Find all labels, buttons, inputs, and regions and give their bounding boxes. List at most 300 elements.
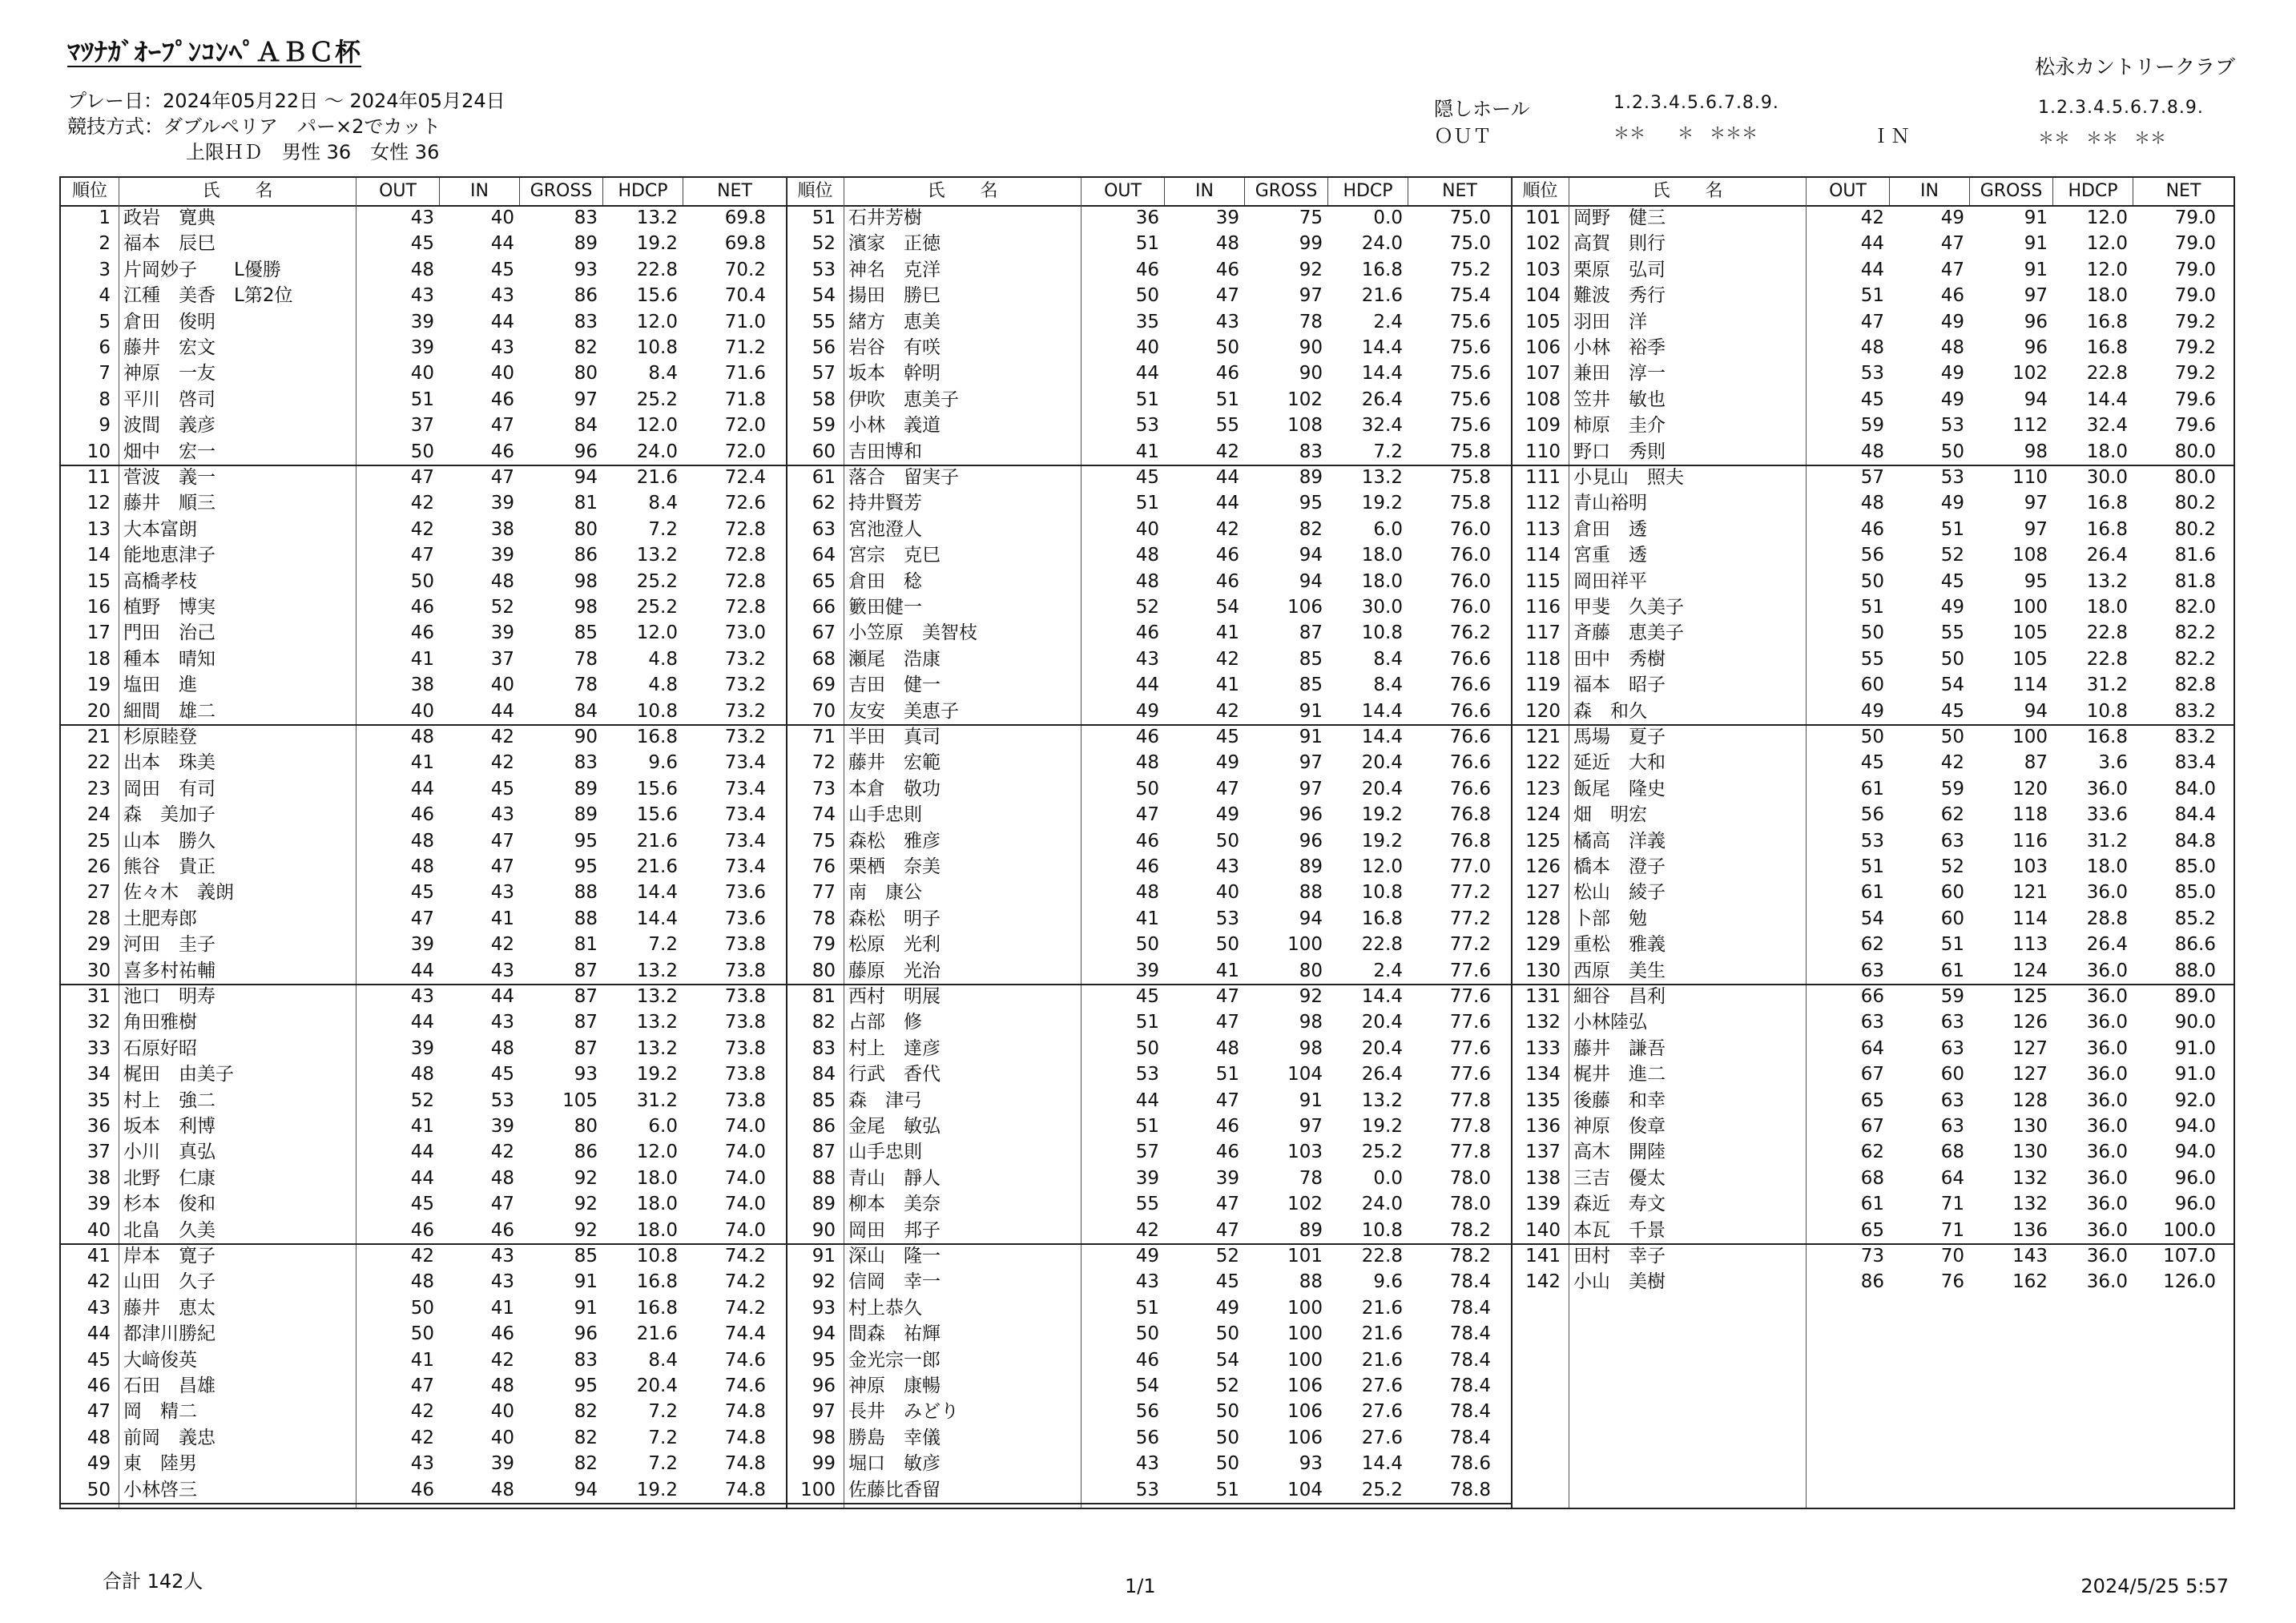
player-name-cell: 宮宗 克巳: [848, 545, 941, 566]
print-timestamp: 2024/5/25 5:57: [2080, 1575, 2229, 1597]
gross-score-cell: 78: [574, 675, 598, 696]
rank-cell: 49: [87, 1453, 111, 1475]
player-name-cell: 半田 真司: [848, 727, 941, 747]
net-score-cell: 74.6: [724, 1375, 766, 1396]
player-name-cell: 栗原 弘司: [1573, 259, 1666, 280]
out-score-cell: 52: [410, 1089, 434, 1111]
rank-cell: 39: [87, 1194, 111, 1215]
out-score-cell: 43: [410, 986, 434, 1007]
gross-score-cell: 98: [2024, 441, 2048, 462]
rank-cell: 107: [1525, 363, 1561, 385]
out-score-cell: 44: [1860, 233, 1884, 255]
out-score-cell: 48: [1135, 545, 1159, 566]
player-name-cell: 大﨑俊英: [123, 1349, 197, 1371]
player-name-cell: 岩谷 有咲: [848, 337, 941, 358]
in-score-cell: 43: [490, 960, 514, 981]
hdcp-cell: 18.0: [2086, 597, 2128, 618]
in-score-cell: 50: [1215, 337, 1239, 358]
player-name-cell: 石井芳樹: [848, 207, 922, 228]
table-row: [786, 646, 1511, 672]
player-name-cell: 藤井 宏範: [848, 752, 941, 774]
net-score-cell: 78.8: [1449, 1479, 1491, 1500]
net-score-cell: 79.0: [2174, 207, 2216, 228]
in-score-cell: 68: [1940, 1142, 1964, 1163]
rank-cell: 122: [1525, 752, 1561, 774]
in-score-cell: 42: [1940, 752, 1964, 774]
out-score-cell: 42: [1860, 207, 1884, 228]
hdcp-cell: 6.0: [648, 1116, 678, 1137]
player-name-cell: 間森 祐輝: [848, 1323, 941, 1345]
player-name-cell: 森 津弓: [848, 1089, 922, 1111]
net-score-cell: 90.0: [2174, 1012, 2216, 1033]
hdcp-cell: 19.2: [636, 233, 678, 255]
out-score-cell: 48: [410, 856, 434, 877]
player-name-cell: 行武 香代: [848, 1064, 941, 1085]
table-row: [786, 880, 1511, 905]
rank-cell: 121: [1525, 727, 1561, 747]
table-row: [61, 776, 786, 802]
net-score-cell: 76.6: [1449, 648, 1491, 670]
out-score-cell: 44: [1135, 363, 1159, 385]
hdcp-cell: 18.0: [1361, 545, 1403, 566]
net-score-cell: 77.6: [1449, 1064, 1491, 1085]
net-score-cell: 73.4: [724, 830, 766, 852]
player-name-cell: 堀口 敏彦: [848, 1453, 941, 1475]
player-name-cell: 吉田博和: [848, 441, 922, 462]
in-score-cell: 41: [1215, 675, 1239, 696]
table-row: [1511, 1218, 2234, 1245]
hdcp-cell: 7.2: [648, 518, 678, 540]
results-table: [59, 176, 2235, 1509]
rank-cell: 42: [87, 1271, 111, 1293]
hdcp-cell: 4.8: [648, 648, 678, 670]
table-row: [786, 1088, 1511, 1114]
net-score-cell: 84.8: [2174, 830, 2216, 852]
out-score-cell: 39: [410, 337, 434, 358]
net-score-cell: 77.6: [1449, 1012, 1491, 1033]
net-score-cell: 100.0: [2163, 1219, 2216, 1241]
out-score-cell: 41: [410, 1349, 434, 1371]
gross-score-cell: 98: [1299, 1037, 1323, 1059]
in-score-cell: 52: [1940, 856, 1964, 877]
hdcp-cell: 25.2: [636, 389, 678, 410]
table-row: [1511, 776, 2234, 802]
table-row: [786, 1243, 1511, 1269]
table-row: [61, 465, 786, 490]
rank-cell: 75: [812, 830, 836, 852]
player-name-cell: 高賀 則行: [1573, 233, 1666, 255]
table-row: [61, 231, 786, 256]
in-score-cell: 49: [1940, 363, 1964, 385]
out-score-cell: 39: [1135, 1167, 1159, 1189]
in-score-cell: 46: [1940, 285, 1964, 307]
net-score-cell: 77.6: [1449, 960, 1491, 981]
player-name-cell: 村上恭久: [848, 1297, 922, 1319]
player-name-cell: 角田雅樹: [123, 1012, 197, 1033]
player-name-cell: 揚田 勝巳: [848, 285, 941, 307]
out-score-cell: 48: [1135, 752, 1159, 774]
table-row: [61, 750, 786, 775]
gross-score-cell: 136: [2012, 1219, 2048, 1241]
net-score-cell: 80.2: [2174, 518, 2216, 540]
hdcp-cell: 20.4: [636, 1375, 678, 1396]
player-name-cell: 小林陸弘: [1573, 1012, 1647, 1033]
player-name-cell: 持井賢芳: [848, 493, 922, 514]
player-name-cell: 藤井 謙吾: [1573, 1037, 1666, 1059]
gross-score-cell: 127: [2012, 1037, 2048, 1059]
rank-cell: 51: [812, 207, 836, 228]
hdcp-cell: 16.8: [1361, 908, 1403, 929]
hdcp-cell: 24.0: [1361, 1194, 1403, 1215]
in-score-cell: 47: [490, 830, 514, 852]
table-row: [61, 360, 786, 386]
player-name-cell: 山田 久子: [123, 1271, 216, 1293]
in-score-cell: 44: [490, 233, 514, 255]
table-row: [61, 1114, 786, 1139]
out-score-cell: 51: [1135, 233, 1159, 255]
table-row: [1511, 1269, 2234, 1295]
gross-score-cell: 85: [574, 1246, 598, 1267]
table-row: [786, 283, 1511, 308]
hdcp-cell: 12.0: [636, 1142, 678, 1163]
hdcp-cell: 26.4: [1361, 389, 1403, 410]
player-name-cell: 橘高 洋義: [1573, 830, 1666, 852]
gross-score-cell: 95: [574, 830, 598, 852]
player-name-cell: 植野 博実: [123, 597, 216, 618]
out-score-cell: 60: [1860, 675, 1884, 696]
hdcp-cell: 22.8: [2086, 648, 2128, 670]
out-score-cell: 38: [410, 675, 434, 696]
net-score-cell: 82.0: [2174, 597, 2216, 618]
net-score-cell: 73.6: [724, 882, 766, 904]
in-hole-numbers: 1.2.3.4.5.6.7.8.9.: [2038, 98, 2204, 118]
rank-cell: 88: [812, 1167, 836, 1189]
in-score-cell: 44: [1215, 467, 1239, 488]
out-score-cell: 44: [410, 1167, 434, 1189]
gross-score-cell: 89: [574, 778, 598, 799]
player-name-cell: 畑 明宏: [1573, 804, 1647, 826]
player-name-cell: 神名 克洋: [848, 259, 941, 280]
in-score-cell: 55: [1215, 415, 1239, 437]
out-score-cell: 45: [410, 233, 434, 255]
in-score-cell: 55: [1940, 622, 1964, 644]
gross-score-cell: 85: [1299, 648, 1323, 670]
hdcp-cell: 4.8: [648, 675, 678, 696]
player-name-cell: 羽田 洋: [1573, 311, 1647, 332]
in-score-cell: 54: [1215, 1349, 1239, 1371]
player-name-cell: 馬場 夏子: [1573, 727, 1666, 747]
net-score-cell: 75.0: [1449, 207, 1491, 228]
player-name-cell: 小山 美樹: [1573, 1271, 1666, 1293]
gross-score-cell: 112: [2012, 415, 2048, 437]
in-score-cell: 53: [1940, 467, 1964, 488]
in-score-cell: 47: [1215, 986, 1239, 1007]
in-score-cell: 52: [1940, 545, 1964, 566]
net-score-cell: 72.4: [724, 467, 766, 488]
table-row: [1511, 854, 2234, 880]
gross-score-cell: 88: [574, 908, 598, 929]
rank-cell: 74: [812, 804, 836, 826]
rank-cell: 102: [1525, 233, 1561, 255]
out-score-cell: 52: [1135, 597, 1159, 618]
gross-score-cell: 88: [1299, 882, 1323, 904]
out-score-cell: 48: [1135, 570, 1159, 592]
rank-cell: 21: [87, 727, 111, 747]
gross-score-cell: 95: [574, 1375, 598, 1396]
player-name-cell: 甲斐 久美子: [1573, 597, 1684, 618]
player-name-cell: 喜多村祐輔: [123, 960, 216, 981]
column-header: IN: [1164, 178, 1244, 205]
hdcp-cell: 14.4: [1361, 363, 1403, 385]
out-score-cell: 50: [1135, 934, 1159, 956]
out-score-cell: 73: [1860, 1246, 1884, 1267]
gross-score-cell: 106: [1287, 1375, 1323, 1396]
table-row: [786, 413, 1511, 438]
net-score-cell: 72.8: [724, 545, 766, 566]
table-row: [61, 309, 786, 335]
gross-score-cell: 95: [574, 856, 598, 877]
rank-cell: 27: [87, 882, 111, 904]
rank-cell: 4: [99, 285, 111, 307]
table-row: [786, 672, 1511, 698]
in-score-cell: 41: [490, 908, 514, 929]
player-name-cell: 梶田 由美子: [123, 1064, 234, 1085]
out-score-cell: 45: [410, 882, 434, 904]
out-score-cell: 44: [410, 1142, 434, 1163]
hdcp-cell: 19.2: [1361, 493, 1403, 514]
net-score-cell: 78.4: [1449, 1375, 1491, 1396]
out-score-cell: 48: [410, 727, 434, 747]
player-name-cell: 本瓦 千景: [1573, 1219, 1666, 1241]
out-hole-numbers: 1.2.3.4.5.6.7.8.9.: [1613, 93, 1779, 113]
player-name-cell: 細谷 昌利: [1573, 986, 1666, 1007]
net-score-cell: 71.0: [724, 311, 766, 332]
hdcp-cell: 12.0: [2086, 259, 2128, 280]
out-score-cell: 50: [1860, 570, 1884, 592]
out-score-cell: 43: [410, 285, 434, 307]
gross-score-cell: 99: [1299, 233, 1323, 255]
table-row: [786, 1114, 1511, 1139]
gross-score-cell: 84: [574, 700, 598, 722]
hdcp-cell: 30.0: [2086, 467, 2128, 488]
hdcp-cell: 16.8: [2086, 311, 2128, 332]
hdcp-cell: 12.0: [1361, 856, 1403, 877]
table-row: [1511, 1191, 2234, 1217]
out-score-cell: 35: [1135, 311, 1159, 332]
out-score-cell: 51: [1135, 1012, 1159, 1033]
player-name-cell: 籔田健一: [848, 597, 922, 618]
play-dates: プレー日：2024年05月22日 ～ 2024年05月24日: [67, 90, 506, 112]
hdcp-cell: 22.8: [636, 259, 678, 280]
hdcp-cell: 10.8: [1361, 622, 1403, 644]
net-score-cell: 83.4: [2174, 752, 2216, 774]
rank-cell: 78: [812, 908, 836, 929]
table-header-row: [786, 178, 1511, 207]
out-score-cell: 62: [1860, 1142, 1884, 1163]
in-score-cell: 40: [490, 1401, 514, 1423]
player-name-cell: 畑中 宏一: [123, 441, 216, 462]
in-score-cell: 47: [490, 415, 514, 437]
gross-score-cell: 87: [574, 986, 598, 1007]
out-score-cell: 43: [1135, 648, 1159, 670]
in-score-cell: 63: [1940, 1089, 1964, 1111]
net-score-cell: 77.2: [1449, 908, 1491, 929]
rank-cell: 28: [87, 908, 111, 929]
hdcp-cell: 13.2: [2086, 570, 2128, 592]
net-score-cell: 73.8: [724, 1089, 766, 1111]
net-score-cell: 78.4: [1449, 1271, 1491, 1293]
gross-score-cell: 130: [2012, 1142, 2048, 1163]
table-row: [61, 490, 786, 516]
player-name-cell: 坂本 利博: [123, 1116, 216, 1137]
table-row: [786, 906, 1511, 932]
net-score-cell: 92.0: [2174, 1089, 2216, 1111]
table-row: [786, 231, 1511, 256]
out-score-cell: 39: [410, 1037, 434, 1059]
in-score-cell: 59: [1940, 778, 1964, 799]
in-score-cell: 42: [490, 1142, 514, 1163]
table-row: [786, 465, 1511, 490]
in-score-cell: 49: [1940, 389, 1964, 410]
net-score-cell: 78.2: [1449, 1219, 1491, 1241]
gross-score-cell: 91: [1299, 727, 1323, 747]
player-name-cell: 福本 辰巳: [123, 233, 216, 255]
in-score-cell: 53: [490, 1089, 514, 1111]
table-row: [786, 802, 1511, 828]
rank-cell: 65: [812, 570, 836, 592]
gross-score-cell: 100: [1287, 1349, 1323, 1371]
table-row: [786, 854, 1511, 880]
in-score-cell: 42: [490, 727, 514, 747]
rank-cell: 67: [812, 622, 836, 644]
net-score-cell: 78.0: [1449, 1167, 1491, 1189]
out-score-cell: 46: [410, 597, 434, 618]
out-score-cell: 45: [1860, 752, 1884, 774]
gross-score-cell: 120: [2012, 778, 2048, 799]
hdcp-cell: 12.0: [2086, 233, 2128, 255]
in-score-cell: 76: [1940, 1271, 1964, 1293]
out-score-cell: 51: [1860, 285, 1884, 307]
in-score-cell: 47: [1215, 285, 1239, 307]
hdcp-cell: 36.0: [2086, 1246, 2128, 1267]
in-score-cell: 61: [1940, 960, 1964, 981]
gross-score-cell: 92: [1299, 259, 1323, 280]
out-score-cell: 43: [410, 207, 434, 228]
player-name-cell: 藤原 光治: [848, 960, 941, 981]
net-score-cell: 78.4: [1449, 1297, 1491, 1319]
in-score-cell: 42: [490, 1349, 514, 1371]
player-name-cell: 細間 雄二: [123, 700, 216, 722]
rank-cell: 91: [812, 1246, 836, 1267]
in-score-cell: 49: [1215, 1297, 1239, 1319]
net-score-cell: 76.6: [1449, 727, 1491, 747]
rank-cell: 46: [87, 1375, 111, 1396]
player-name-cell: 片岡妙子 L優勝: [123, 259, 281, 280]
net-score-cell: 72.0: [724, 441, 766, 462]
hdcp-cell: 19.2: [636, 1064, 678, 1085]
rank-cell: 140: [1525, 1219, 1561, 1241]
gross-score-cell: 80: [574, 1116, 598, 1137]
net-score-cell: 76.2: [1449, 622, 1491, 644]
player-name-cell: 神原 一友: [123, 363, 216, 385]
gross-score-cell: 104: [1287, 1479, 1323, 1500]
player-name-cell: 瀬尾 浩康: [848, 648, 941, 670]
hdcp-cell: 7.2: [648, 934, 678, 956]
net-score-cell: 81.6: [2174, 545, 2216, 566]
in-score-cell: 53: [1215, 908, 1239, 929]
rank-cell: 85: [812, 1089, 836, 1111]
in-score-cell: 50: [1215, 1427, 1239, 1448]
player-name-cell: 柳本 美奈: [848, 1194, 941, 1215]
rank-cell: 119: [1525, 675, 1561, 696]
rank-cell: 80: [812, 960, 836, 981]
hdcp-cell: 36.0: [2086, 1012, 2128, 1033]
hdcp-cell: 36.0: [2086, 778, 2128, 799]
in-score-cell: 51: [1215, 389, 1239, 410]
in-score-cell: 40: [490, 1427, 514, 1448]
rank-cell: 81: [812, 986, 836, 1007]
rank-cell: 12: [87, 493, 111, 514]
gross-score-cell: 97: [1299, 1116, 1323, 1137]
net-score-cell: 76.6: [1449, 700, 1491, 722]
club-name: 松永カントリークラブ: [2034, 55, 2235, 79]
table-row: [1511, 880, 2234, 905]
in-score-cell: 48: [490, 1375, 514, 1396]
in-score-cell: 48: [490, 1167, 514, 1189]
gross-score-cell: 116: [2012, 830, 2048, 852]
gross-score-cell: 82: [574, 337, 598, 358]
hdcp-cell: 19.2: [1361, 804, 1403, 826]
gross-score-cell: 96: [574, 1323, 598, 1345]
in-score-cell: 45: [490, 778, 514, 799]
hdcp-cell: 25.2: [1361, 1479, 1403, 1500]
hdcp-cell: 24.0: [636, 441, 678, 462]
hdcp-cell: 22.8: [1361, 1246, 1403, 1267]
hdcp-cell: 13.2: [1361, 467, 1403, 488]
in-score-cell: 52: [1215, 1375, 1239, 1396]
rank-cell: 64: [812, 545, 836, 566]
rank-cell: 135: [1525, 1089, 1561, 1111]
player-name-cell: 能地恵津子: [123, 545, 216, 566]
net-score-cell: 76.6: [1449, 675, 1491, 696]
hdcp-cell: 8.4: [1373, 675, 1403, 696]
report-title: ﾏﾂﾅｶﾞｵｰﾌﾟﾝｺﾝﾍﾟＡＢＣ杯: [67, 37, 362, 67]
net-score-cell: 74.2: [724, 1271, 766, 1293]
in-score-cell: 49: [1940, 207, 1964, 228]
out-score-cell: 48: [410, 1271, 434, 1293]
in-score-cell: 50: [1940, 727, 1964, 747]
in-score-cell: 42: [1215, 648, 1239, 670]
hdcp-cell: 36.0: [2086, 1194, 2128, 1215]
in-score-cell: 54: [1940, 675, 1964, 696]
out-score-cell: 48: [1860, 337, 1884, 358]
player-name-cell: 北畠 久美: [123, 1219, 216, 1241]
rank-cell: 41: [87, 1246, 111, 1267]
player-name-cell: 落合 留実子: [848, 467, 959, 488]
table-row: [786, 1373, 1511, 1399]
table-row: [1511, 231, 2234, 256]
rank-cell: 48: [87, 1427, 111, 1448]
out-score-cell: 39: [1135, 960, 1159, 981]
player-name-cell: 岸本 寛子: [123, 1246, 216, 1267]
gross-score-cell: 105: [2012, 648, 2048, 670]
net-score-cell: 75.6: [1449, 415, 1491, 437]
in-score-cell: 47: [1215, 1089, 1239, 1111]
in-score-cell: 41: [1215, 960, 1239, 981]
rank-cell: 79: [812, 934, 836, 956]
gross-score-cell: 130: [2012, 1116, 2048, 1137]
gross-score-cell: 98: [574, 570, 598, 592]
